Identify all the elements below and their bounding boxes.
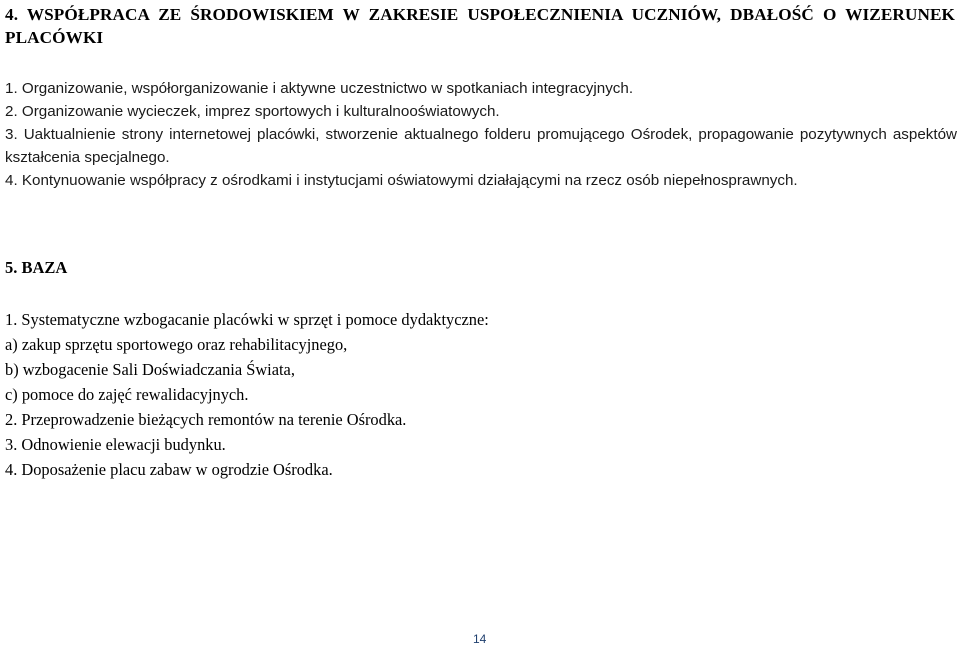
list-item: 3. Uaktualnienie strony internetowej placówki, stworzenie aktualnego folderu promującego Ośrodek, propagowanie pozytywnych aspektów kształcenia specjalnego. <box>5 126 957 166</box>
list-item: 4. Kontynuowanie współpracy z ośrodkami i instytucjami oświatowymi działającymi na rzecz osób niepełnosprawnych. <box>5 172 798 189</box>
section-4-heading: 4. WSPÓŁPRACA ZE ŚRODOWISKIEM W ZAKRESIE USPOŁECZNIENIA UCZNIÓW, DBAŁOŚĆ O WIZERUNEK PLACÓWKI <box>5 5 955 47</box>
list-item: 2. Przeprowadzenie bieżących remontów na terenie Ośrodka. <box>5 410 407 429</box>
list-item: 1. Organizowanie, współorganizowanie i aktywne uczestnictwo w spotkaniach integracyjnych. <box>5 80 634 97</box>
list-subitem: c) pomoce do zajęć rewalidacyjnych. <box>5 385 249 404</box>
list-item: 4. Doposażenie placu zabaw w ogrodzie Ośrodka. <box>5 460 333 479</box>
list-subitem: b) wzbogacenie Sali Doświadczania Świata, <box>5 360 295 379</box>
section-5-heading: 5. BAZA <box>5 258 68 277</box>
page-number: 14 <box>473 632 487 646</box>
list-item: 2. Organizowanie wycieczek, imprez sportowych i kulturalnooświatowych. <box>5 103 500 120</box>
section-5-list <box>5 307 945 482</box>
list-item: 1. Systematyczne wzbogacanie placówki w sprzęt i pomoce dydaktyczne: <box>5 310 489 329</box>
list-subitem: a) zakup sprzętu sportowego oraz rehabilitacyjnego, <box>5 335 348 354</box>
list-item: 3. Odnowienie elewacji budynku. <box>5 435 226 454</box>
section-4-list <box>5 77 957 192</box>
